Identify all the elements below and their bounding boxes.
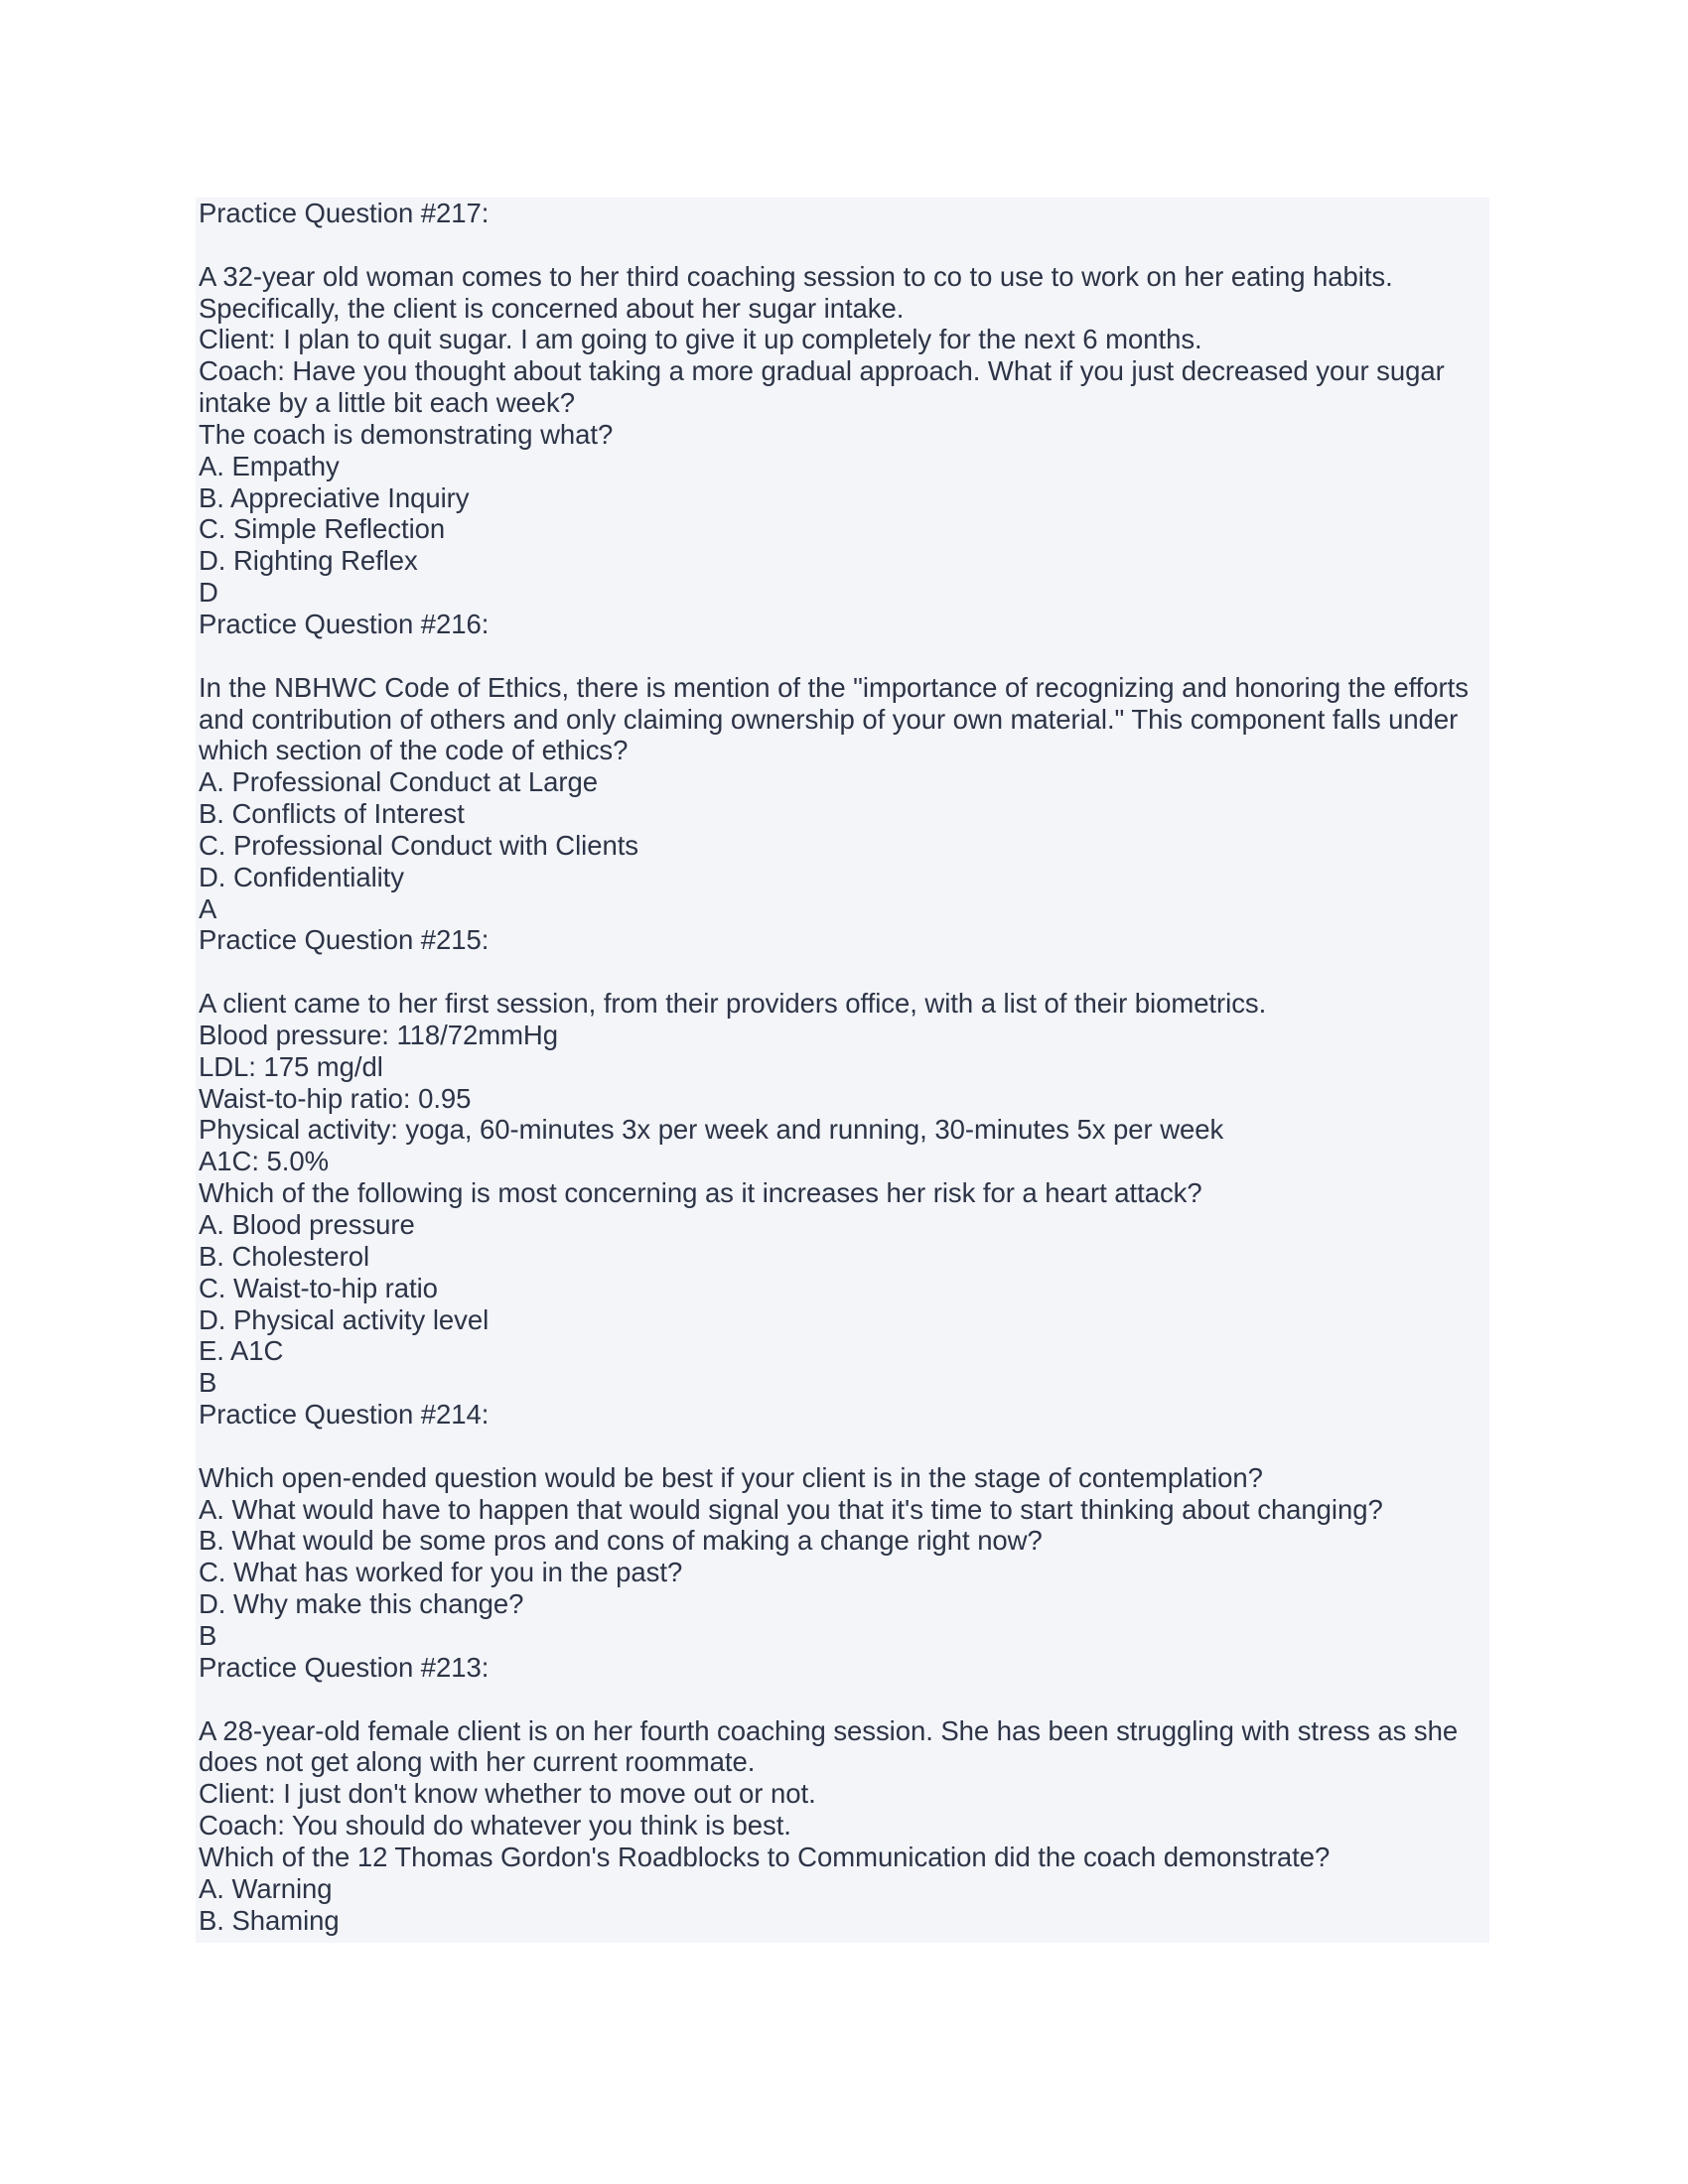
correct-answer: B — [199, 1619, 217, 1651]
blank-line — [199, 1684, 1489, 1715]
answer-option: A. Empathy — [199, 450, 340, 481]
question-text: and contribution of others and only claiming ownership of your own material." This component falls under — [199, 703, 1459, 735]
correct-answer: A — [199, 892, 217, 924]
answer-option: A. Professional Conduct at Large — [199, 766, 598, 798]
question-heading: Practice Question #214: — [199, 1399, 490, 1431]
question-text: Which of the 12 Thomas Gordon's Roadblocks to Communication did the coach demonstrate? — [199, 1841, 1331, 1872]
question-heading: Practice Question #215: — [199, 924, 490, 956]
question-text: In the NBHWC Code of Ethics, there is mention of the "importance of recognizing and honoring the efforts — [199, 671, 1469, 703]
question-text: A1C: 5.0% — [199, 1146, 330, 1177]
question-213 — [199, 1652, 1489, 1937]
blank-line — [199, 956, 1489, 988]
answer-option: C. What has worked for you in the past? — [199, 1557, 683, 1588]
question-text: intake by a little bit each week? — [199, 387, 575, 419]
question-214 — [199, 1399, 1489, 1652]
answer-option: D. Physical activity level — [199, 1303, 490, 1335]
answer-option: B. Cholesterol — [199, 1240, 370, 1272]
blank-line — [199, 1431, 1489, 1462]
question-text: LDL: 175 mg/dl — [199, 1050, 383, 1082]
question-text: Coach: Have you thought about taking a more gradual approach. What if you just decreased your sugar — [199, 355, 1445, 387]
question-text: Blood pressure: 118/72mmHg — [199, 1019, 558, 1050]
answer-option: B. Shaming — [199, 1904, 340, 1936]
answer-option: A. Blood pressure — [199, 1209, 415, 1240]
answer-option: B. What would be some pros and cons of making a change right now? — [199, 1525, 1043, 1557]
question-text: Waist-to-hip ratio: 0.95 — [199, 1082, 472, 1114]
blank-line — [199, 640, 1489, 672]
question-heading: Practice Question #217: — [199, 198, 490, 228]
question-heading: Practice Question #216: — [199, 608, 490, 639]
question-text: A client came to her first session, from their providers office, with a list of their biometrics. — [199, 988, 1267, 1020]
answer-option: D. Why make this change? — [199, 1588, 524, 1620]
answer-option: D. Righting Reflex — [199, 545, 418, 577]
question-text: Physical activity: yoga, 60-minutes 3x per week and running, 30-minutes 5x per week — [199, 1114, 1224, 1146]
answer-option: A. What would have to happen that would signal you that it's time to start thinking about changing? — [199, 1493, 1383, 1525]
question-text: which section of the code of ethics? — [199, 735, 629, 766]
question-text: A 32-year old woman comes to her third coaching session to co to use to work on her eating habits. — [199, 260, 1393, 292]
answer-option: D. Confidentiality — [199, 861, 404, 892]
question-text: The coach is demonstrating what? — [199, 418, 614, 450]
answer-option: E. A1C — [199, 1335, 284, 1367]
question-text: A 28-year-old female client is on her fourth coaching session. She has been struggling with stress as she — [199, 1714, 1459, 1746]
correct-answer: B — [199, 1367, 217, 1399]
answer-option: C. Simple Reflection — [199, 513, 446, 545]
question-215 — [199, 924, 1489, 1399]
question-text: does not get along with her current roommate. — [199, 1746, 756, 1778]
question-text: Client: I just don't know whether to move out or not. — [199, 1778, 816, 1810]
question-heading: Practice Question #213: — [199, 1651, 490, 1683]
question-text: Specifically, the client is concerned about her sugar intake. — [199, 292, 905, 324]
answer-option: B. Conflicts of Interest — [199, 798, 465, 830]
answer-option: C. Waist-to-hip ratio — [199, 1272, 438, 1303]
question-text: Client: I plan to quit sugar. I am going to give it up completely for the next 6 months. — [199, 324, 1202, 355]
correct-answer: D — [199, 577, 218, 609]
answer-option: B. Appreciative Inquiry — [199, 481, 470, 513]
blank-line — [199, 229, 1489, 261]
question-text: Which of the following is most concerning as it increases her risk for a heart attack? — [199, 1177, 1202, 1209]
answer-option: C. Professional Conduct with Clients — [199, 829, 638, 861]
question-text: Which open-ended question would be best if your client is in the stage of contemplation? — [199, 1461, 1263, 1493]
question-list — [199, 198, 1489, 1936]
answer-option: A. Warning — [199, 1872, 333, 1904]
question-text: Coach: You should do whatever you think is best. — [199, 1810, 791, 1842]
question-217 — [199, 198, 1489, 609]
question-216 — [199, 609, 1489, 924]
